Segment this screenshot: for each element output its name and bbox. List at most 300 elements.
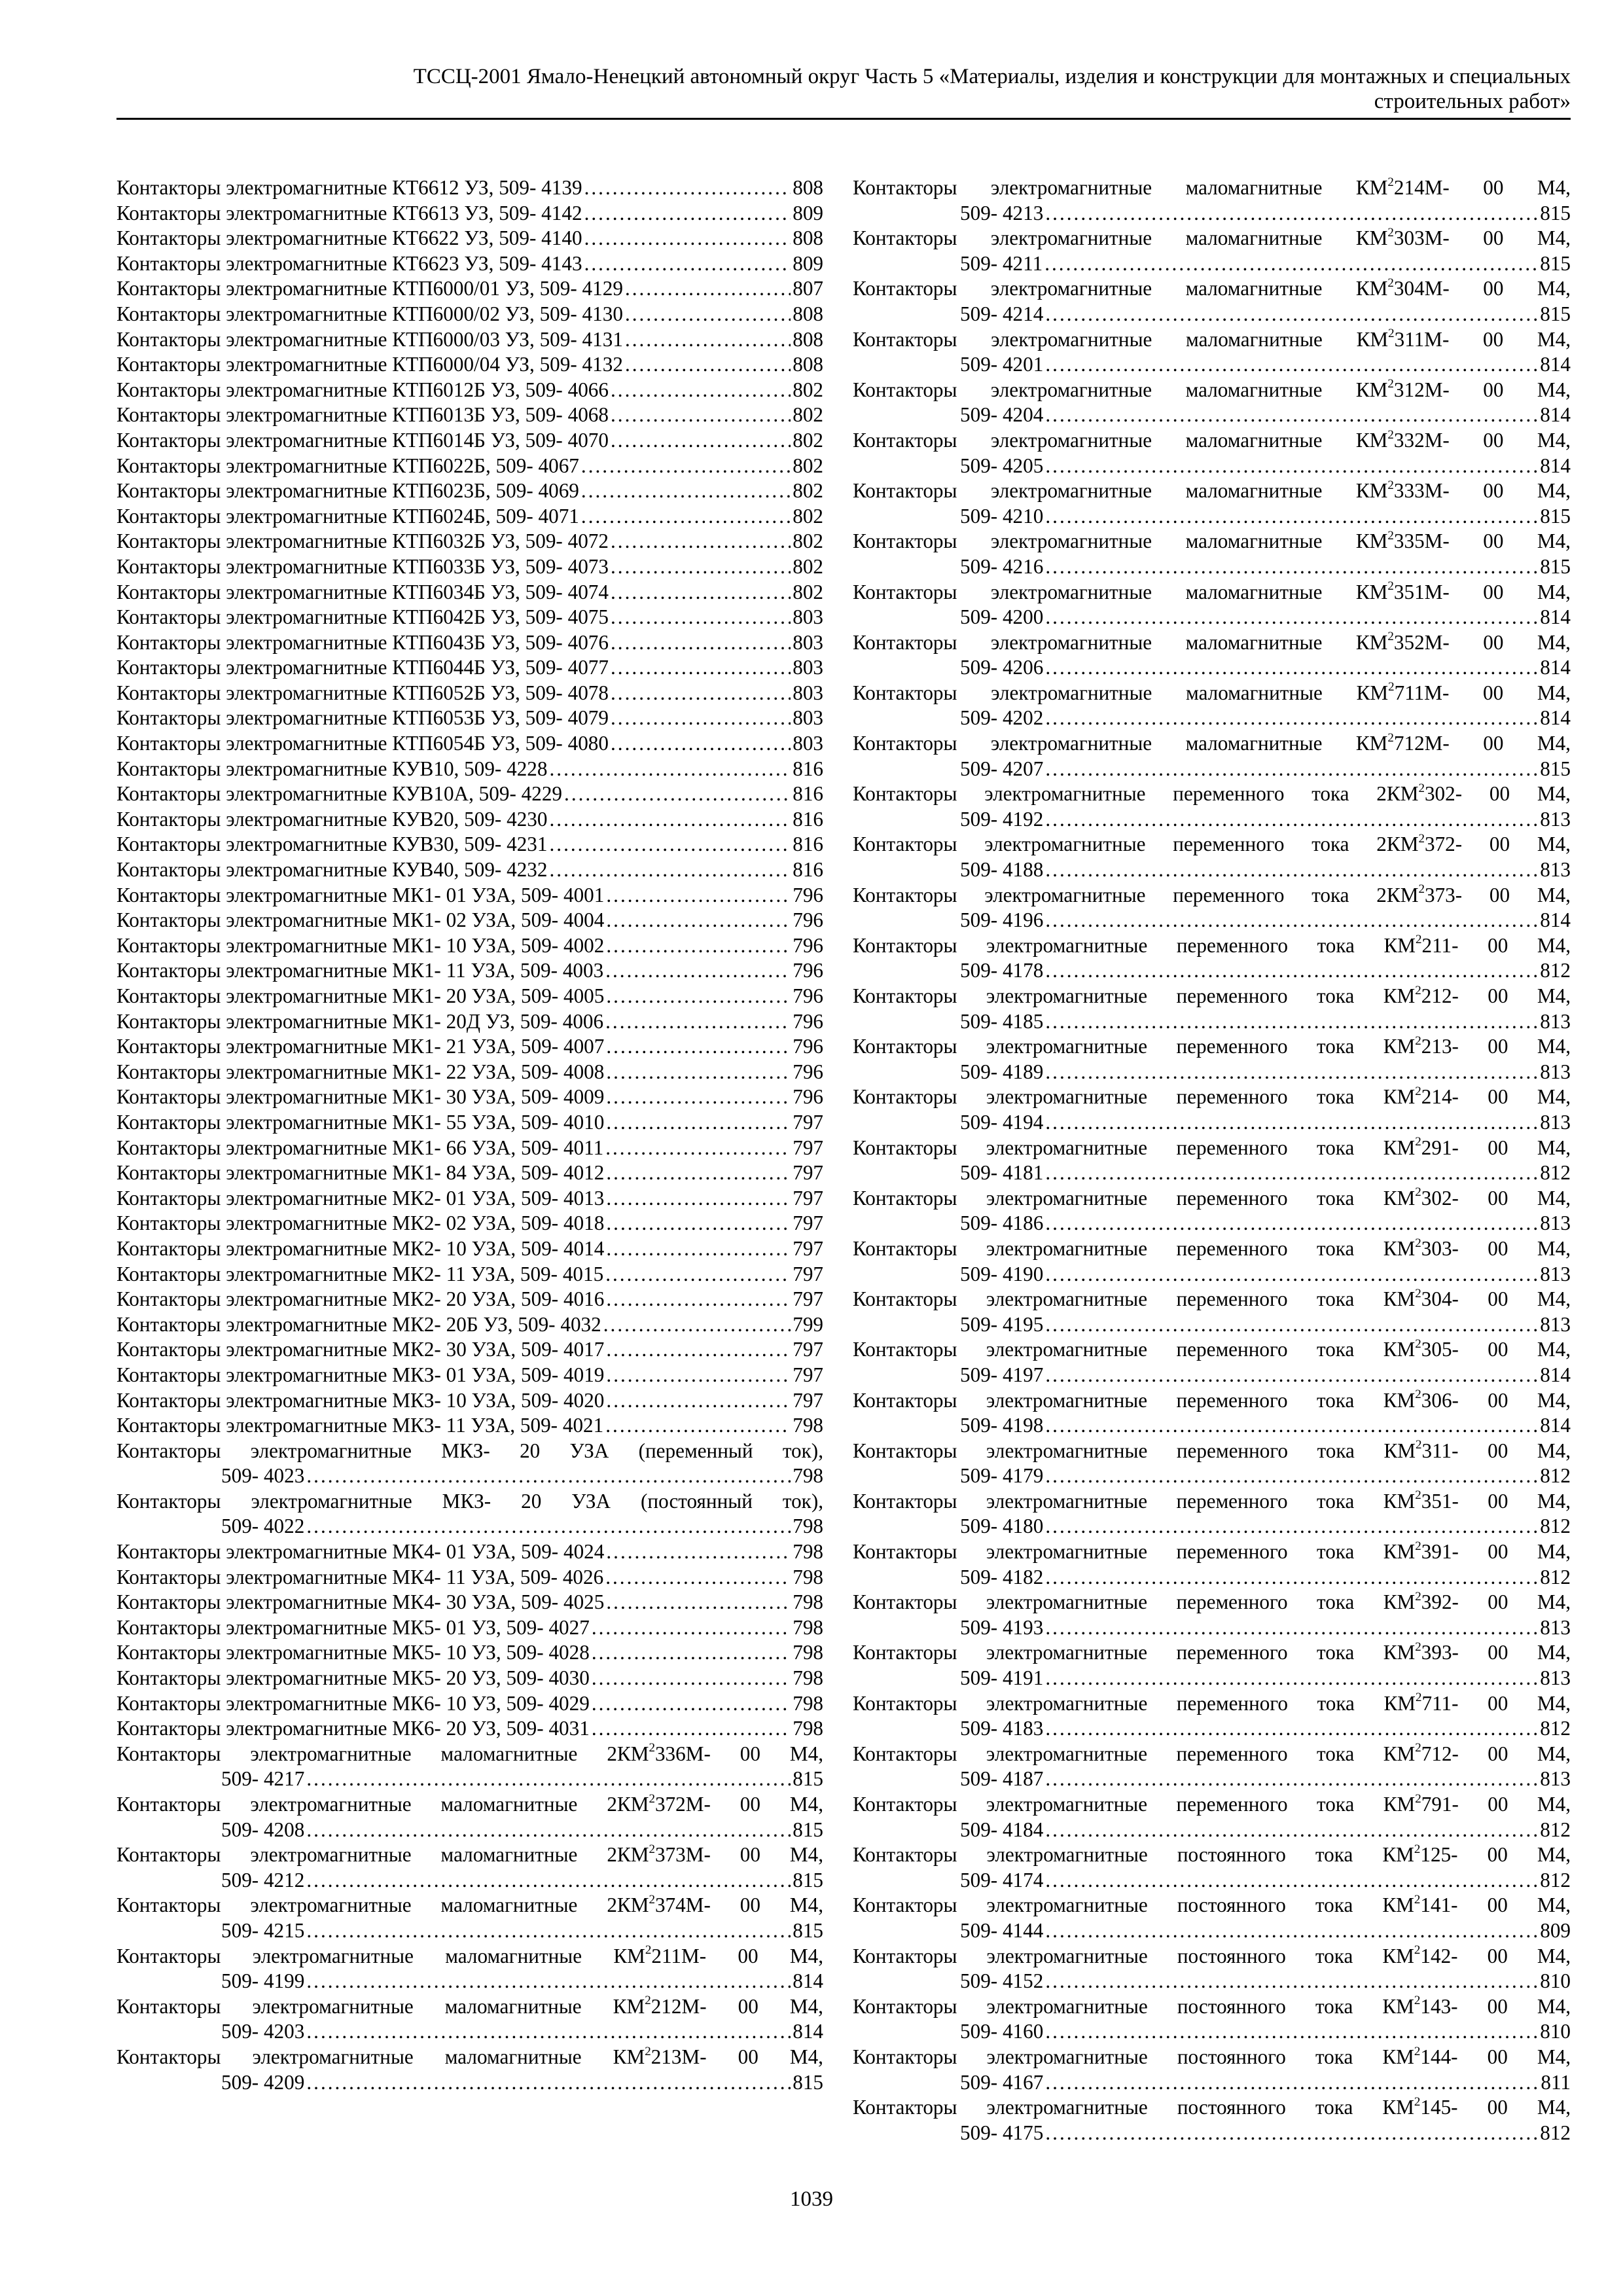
entry-code: 509- 4144	[960, 1918, 1044, 1942]
entry-text	[853, 327, 1571, 353]
entry-page: 802	[793, 428, 823, 452]
entry-text: Контакторы электромагнитные МКЗ- 01 УЗА, 509- 4019	[116, 1363, 605, 1386]
entry-text	[853, 984, 1571, 1009]
entry-text: Контакторы электромагнитные МК6- 20 УЗ, 509- 4031	[116, 1717, 590, 1740]
entry-page: 813	[1540, 1211, 1571, 1235]
entry-text	[853, 1792, 1571, 1818]
entry-line-1	[116, 1893, 823, 1918]
entry-line-2	[853, 1363, 1571, 1388]
dot-leader	[611, 655, 791, 681]
index-entry	[116, 605, 823, 630]
entry-line-1	[853, 428, 1571, 454]
dot-leader	[606, 984, 791, 1009]
index-entry	[116, 352, 823, 378]
entry-page: 812	[1540, 1868, 1571, 1892]
entry-line-2	[116, 1463, 823, 1489]
index-entry	[116, 1615, 823, 1641]
entry-text-post: 333М- 00 М4,	[1393, 479, 1571, 503]
entry-text-pre: Контакторы электромагнитные маломагнитные КМ	[853, 277, 1388, 300]
entry-code: 509- 4179	[960, 1464, 1044, 1488]
entry-line-2	[853, 1514, 1571, 1539]
entry-page: 813	[1540, 1666, 1571, 1690]
dot-leader	[606, 1211, 791, 1236]
entry-page: 813	[1540, 1110, 1571, 1134]
running-header	[116, 64, 1571, 114]
entry-page: 797	[793, 1211, 823, 1235]
dot-leader	[306, 1767, 791, 1792]
superscript: 2	[1387, 175, 1394, 189]
entry-text	[853, 1842, 1571, 1868]
entry-text: Контакторы электромагнитные КТП6000/02 УЗ, 509- 4130	[116, 302, 623, 325]
index-entry	[853, 731, 1571, 781]
dot-leader	[1045, 857, 1538, 883]
entry-line-2	[853, 1615, 1571, 1641]
index-entry	[853, 1994, 1571, 2045]
entry-page: 798	[793, 1515, 823, 1538]
entry-line-2	[853, 554, 1571, 580]
entry-line-1	[116, 1489, 823, 1515]
index-entry	[116, 1160, 823, 1186]
index-entry	[853, 1893, 1571, 1943]
entry-text-post: 311- 00 М4,	[1421, 1439, 1571, 1462]
entry-page: 810	[1540, 2020, 1571, 2043]
dot-leader	[1045, 1463, 1538, 1489]
index-entry	[116, 378, 823, 403]
index-entry	[116, 1337, 823, 1363]
entry-text-post: 212М- 00 М4,	[651, 1994, 823, 2018]
dot-leader	[581, 478, 791, 504]
dot-leader	[1045, 605, 1538, 630]
dot-leader	[549, 807, 791, 833]
entry-page: 802	[793, 378, 823, 401]
entry-line	[116, 201, 823, 226]
entry-text	[853, 681, 1571, 706]
entry-page: 799	[793, 1312, 823, 1336]
entry-page: 815	[793, 1767, 823, 1791]
entry-text-pre: Контакторы электромагнитные маломагнитные КМ	[116, 1944, 645, 1967]
entry-code: 509- 4205	[960, 454, 1044, 477]
entry-code: 509- 4210	[960, 504, 1044, 528]
dot-leader	[1045, 1818, 1538, 1843]
entry-text: Контакторы электромагнитные МК5- 01 УЗ, 509- 4027	[116, 1615, 590, 1639]
entry-page: 809	[1540, 1918, 1571, 1942]
entry-line-2	[853, 655, 1571, 681]
entry-line-1	[853, 1337, 1571, 1363]
entry-text	[853, 630, 1571, 656]
entry-page: 798	[793, 1615, 823, 1639]
index-entry	[116, 226, 823, 251]
entry-text	[853, 175, 1571, 201]
entry-page: 797	[793, 1388, 823, 1412]
index-entry	[853, 327, 1571, 378]
entry-text-post: 125- 00 М4,	[1420, 1843, 1571, 1867]
entry-page: 811	[1541, 2070, 1571, 2094]
entry-line	[116, 1287, 823, 1312]
superscript: 2	[1387, 630, 1394, 644]
entry-line-1	[853, 731, 1571, 757]
entry-page: 802	[793, 504, 823, 528]
superscript: 2	[645, 1994, 651, 2008]
entry-text-pre: Контакторы электромагнитные маломагнитные КМ	[853, 529, 1388, 553]
entry-page: 803	[793, 656, 823, 679]
entry-line-1	[853, 1388, 1571, 1414]
index-entry	[116, 655, 823, 681]
entry-page: 803	[793, 681, 823, 704]
entry-code: 509- 4023	[221, 1464, 305, 1488]
entry-page: 815	[793, 1818, 823, 1841]
index-entry	[116, 731, 823, 757]
entry-code: 509- 4160	[960, 2020, 1044, 2043]
entry-text: Контакторы электромагнитные МК1- 84 УЗА, 509- 4012	[116, 1161, 605, 1185]
entry-line-2	[116, 1969, 823, 1994]
entry-line-2	[853, 958, 1571, 984]
entry-text: Контакторы электромагнитные МК5- 10 УЗ, 509- 4028	[116, 1641, 590, 1664]
entry-text: Контакторы электромагнитные МК1- 11 УЗА, 509- 4003	[116, 959, 604, 982]
index-entry	[853, 428, 1571, 478]
entry-page: 807	[793, 277, 823, 300]
index-entry	[116, 1590, 823, 1615]
entry-page: 815	[793, 1918, 823, 1942]
entry-line	[116, 1413, 823, 1439]
index-entry	[116, 1136, 823, 1161]
entry-page: 815	[1540, 554, 1571, 578]
entry-text-post: 373- 00 М4,	[1424, 883, 1571, 906]
dot-leader	[606, 1160, 791, 1186]
entry-code: 509- 4204	[960, 403, 1044, 427]
superscript: 2	[1415, 1236, 1421, 1250]
superscript: 2	[1415, 1135, 1421, 1149]
entry-text-post: 374М- 00 М4,	[654, 1893, 823, 1917]
entry-text: Контакторы электромагнитные МК2- 11 УЗА, 509- 4015	[116, 1262, 604, 1285]
dot-leader	[306, 1868, 791, 1893]
dot-leader	[1045, 1666, 1538, 1691]
entry-line	[116, 1565, 823, 1590]
dot-leader	[1045, 958, 1538, 984]
entry-line-1	[853, 1742, 1571, 1767]
index-entry	[853, 1287, 1571, 1337]
dot-leader	[606, 1337, 791, 1363]
superscript: 2	[1415, 1488, 1421, 1503]
entry-line	[116, 1262, 823, 1287]
entry-text: Контакторы электромагнитные КТП6013Б УЗ, 509- 4068	[116, 403, 609, 427]
entry-code: 509- 4200	[960, 605, 1044, 629]
entry-line	[116, 781, 823, 807]
superscript: 2	[1414, 2095, 1421, 2109]
index-entry	[853, 1034, 1571, 1085]
entry-text-pre: Контакторы электромагнитные переменного тока 2КМ	[853, 883, 1419, 906]
entry-code: 509- 4182	[960, 1565, 1044, 1588]
superscript: 2	[1415, 1741, 1421, 1755]
superscript: 2	[1387, 427, 1394, 442]
entry-text: Контакторы электромагнитные КТ6612 УЗ, 509- 4139	[116, 176, 582, 199]
entry-page: 814	[793, 2020, 823, 2043]
entry-line-1	[853, 781, 1571, 807]
entry-line-2	[853, 807, 1571, 833]
entry-page: 797	[793, 1363, 823, 1386]
entry-page: 814	[1540, 1363, 1571, 1386]
entry-page: 814	[1540, 1414, 1571, 1437]
index-entry	[853, 1439, 1571, 1489]
entry-page: 798	[793, 1717, 823, 1740]
entry-text	[853, 1236, 1571, 1262]
index-entry	[853, 276, 1571, 327]
index-entry	[116, 1994, 823, 2045]
entry-page: 797	[793, 1110, 823, 1134]
index-entry	[116, 681, 823, 706]
entry-text: Контакторы электромагнитные МК2- 30 УЗА, 509- 4017	[116, 1338, 605, 1361]
index-entry	[116, 1489, 823, 1539]
entry-text-post: 142- 00 М4,	[1420, 1944, 1571, 1967]
superscript: 2	[1418, 832, 1425, 846]
entry-page: 808	[793, 176, 823, 199]
dot-leader	[592, 1691, 791, 1717]
index-entry	[116, 1893, 823, 1943]
entry-text: Контакторы электромагнитные КТП6014Б УЗ, 509- 4070	[116, 428, 609, 452]
entry-line	[116, 1034, 823, 1060]
entry-page: 816	[793, 833, 823, 856]
index-entry	[116, 1640, 823, 1666]
entry-line-2	[853, 1312, 1571, 1338]
entry-page: 802	[793, 454, 823, 477]
entry-text	[853, 1287, 1571, 1312]
index-column-left	[116, 175, 823, 2095]
entry-text	[853, 226, 1571, 251]
entry-code: 509- 4183	[960, 1717, 1044, 1740]
entry-page: 813	[1540, 858, 1571, 882]
entry-text: Контакторы электромагнитные МК2- 20 УЗА, 509- 4016	[116, 1287, 605, 1311]
superscript: 2	[649, 1792, 655, 1806]
entry-text: Контакторы электромагнитные КТ6613 УЗ, 509- 4142	[116, 201, 582, 224]
superscript: 2	[1387, 731, 1394, 745]
entry-text-pre: Контакторы электромагнитные переменного тока КМ	[853, 1236, 1416, 1260]
entry-page: 796	[793, 959, 823, 982]
dot-leader	[1045, 1160, 1538, 1186]
entry-page: 796	[793, 933, 823, 957]
index-entry	[116, 428, 823, 454]
index-entry	[116, 1439, 823, 1489]
superscript: 2	[1414, 1893, 1421, 1907]
entry-line-1	[853, 1439, 1571, 1464]
index-entry	[116, 883, 823, 908]
dot-leader	[584, 226, 791, 251]
index-entry	[853, 2095, 1571, 2145]
dot-leader	[1045, 454, 1538, 479]
entry-text: Контакторы электромагнитные МКЗ- 11 УЗА, 509- 4021	[116, 1414, 604, 1437]
entry-line-1	[853, 478, 1571, 504]
superscript: 2	[1415, 1034, 1421, 1048]
entry-line	[116, 1666, 823, 1691]
entry-line	[116, 504, 823, 529]
entry-text: Контакторы электромагнитные КТП6044Б УЗ, 509- 4077	[116, 656, 609, 679]
entry-code: 509- 4187	[960, 1767, 1044, 1791]
entry-text-post: 332М- 00 М4,	[1393, 428, 1571, 452]
entry-page: 803	[793, 706, 823, 730]
entry-text	[853, 1337, 1571, 1363]
index-entry	[116, 1413, 823, 1439]
dot-leader	[1045, 2121, 1538, 2146]
index-entry	[853, 1944, 1571, 1994]
index-entry	[853, 1489, 1571, 1539]
entry-text: Контакторы электромагнитные КТП6034Б УЗ, 509- 4074	[116, 580, 609, 603]
superscript: 2	[1387, 276, 1394, 290]
entry-text: Контакторы электромагнитные МК4- 01 УЗА, 509- 4024	[116, 1540, 605, 1564]
dot-leader	[611, 378, 791, 403]
index-entry	[853, 1590, 1571, 1640]
entry-line	[116, 908, 823, 933]
entry-line	[116, 1716, 823, 1742]
entry-page: 816	[793, 858, 823, 882]
dot-leader	[1045, 1615, 1538, 1641]
index-entry	[116, 2045, 823, 2095]
index-entry	[116, 958, 823, 984]
entry-page: 810	[1540, 1969, 1571, 1993]
entry-text-post: 211М- 00 М4,	[651, 1944, 823, 1967]
entry-line-1	[853, 226, 1571, 251]
entry-page: 812	[1540, 1818, 1571, 1841]
entry-page: 796	[793, 1009, 823, 1033]
header-rule	[116, 118, 1571, 120]
entry-text-pre: Контакторы электромагнитные переменного тока КМ	[853, 1035, 1416, 1058]
entry-code: 509- 4167	[960, 2070, 1044, 2094]
entry-page: 812	[1540, 1464, 1571, 1488]
entry-line-1	[853, 1489, 1571, 1515]
dot-leader	[611, 706, 791, 731]
index-entry	[116, 1792, 823, 1842]
entry-text: Контакторы электромагнитные КТ6622 УЗ, 509- 4140	[116, 226, 582, 250]
dot-leader	[1045, 1969, 1538, 1994]
entry-code: 509- 4152	[960, 1969, 1044, 1993]
entry-page: 812	[1540, 1565, 1571, 1588]
entry-line	[116, 1160, 823, 1186]
entry-line	[116, 1312, 823, 1338]
entry-text-post: 303- 00 М4,	[1421, 1236, 1571, 1260]
entry-text	[116, 2045, 823, 2070]
superscript: 2	[1414, 2044, 1421, 2058]
index-entry	[853, 832, 1571, 882]
index-entry	[116, 1060, 823, 1085]
entry-code: 509- 4185	[960, 1009, 1044, 1033]
entry-text: Контакторы электромагнитные КТП6000/03 УЗ, 509- 4131	[116, 327, 623, 351]
entry-text	[116, 1994, 823, 2020]
entry-text-post: 305- 00 М4,	[1421, 1338, 1571, 1361]
superscript: 2	[1416, 933, 1422, 947]
entry-page: 808	[793, 327, 823, 351]
entry-text	[853, 2095, 1571, 2121]
entry-text-pre: Контакторы электромагнитные постоянного тока КМ	[853, 2045, 1414, 2068]
entry-line-2	[116, 1767, 823, 1792]
entry-code: 509- 4022	[221, 1515, 305, 1538]
entry-line	[116, 276, 823, 302]
entry-code: 509- 4201	[960, 353, 1044, 376]
superscript: 2	[1415, 1590, 1421, 1604]
entry-text: Контакторы электромагнитные МКЗ- 20 УЗА (переменный ток),	[116, 1439, 823, 1462]
dot-leader	[1044, 251, 1538, 277]
dot-leader	[549, 757, 791, 782]
entry-text-post: 392- 00 М4,	[1421, 1590, 1571, 1614]
entry-text-post: 311М- 00 М4,	[1394, 327, 1571, 351]
dot-leader	[1045, 757, 1538, 782]
entry-page: 796	[793, 1060, 823, 1083]
index-entry	[853, 175, 1571, 226]
entry-page: 814	[1540, 706, 1571, 730]
entry-page: 814	[1540, 454, 1571, 477]
entry-page: 816	[793, 782, 823, 806]
index-entry	[116, 1085, 823, 1110]
superscript: 2	[649, 1842, 655, 1856]
entry-line	[116, 1539, 823, 1565]
entry-line	[116, 403, 823, 428]
dot-leader	[592, 1666, 791, 1691]
superscript: 2	[1415, 1337, 1421, 1351]
entry-code: 509- 4174	[960, 1868, 1044, 1892]
dot-leader	[1045, 1716, 1538, 1742]
dot-leader	[611, 554, 791, 580]
dot-leader	[1045, 655, 1538, 681]
entry-text: Контакторы электромагнитные МК1- 30 УЗА, 509- 4009	[116, 1085, 605, 1109]
entry-text-pre: Контакторы электромагнитные маломагнитные КМ	[853, 327, 1389, 351]
dot-leader	[306, 1918, 791, 1944]
entry-page: 808	[793, 302, 823, 325]
dot-leader	[306, 1969, 791, 1994]
entry-text	[853, 2045, 1571, 2070]
dot-leader	[1045, 1918, 1538, 1944]
entry-line-1	[853, 933, 1571, 959]
entry-page: 797	[793, 1186, 823, 1210]
entry-text	[853, 781, 1571, 807]
entry-code: 509- 4196	[960, 908, 1044, 932]
entry-line-2	[853, 1868, 1571, 1893]
entry-page: 798	[793, 1666, 823, 1690]
dot-leader	[592, 1615, 791, 1641]
entry-page: 796	[793, 1085, 823, 1109]
entry-line	[116, 1186, 823, 1211]
index-entry	[853, 2045, 1571, 2095]
entry-line-1	[853, 1944, 1571, 1969]
entry-page: 797	[793, 1287, 823, 1311]
entry-text-post: 372- 00 М4,	[1424, 833, 1571, 856]
superscript: 2	[1415, 1640, 1421, 1655]
entry-text: Контакторы электромагнитные МКЗ- 20 УЗА (постоянный ток),	[116, 1489, 823, 1513]
dot-leader	[1045, 1211, 1538, 1236]
entry-code: 509- 4214	[960, 302, 1044, 325]
index-entry	[116, 327, 823, 353]
entry-text	[853, 478, 1571, 504]
entry-line-1	[853, 832, 1571, 857]
entry-line-1	[853, 681, 1571, 706]
entry-text	[853, 883, 1571, 908]
index-entry	[116, 933, 823, 959]
entry-page: 798	[793, 1590, 823, 1614]
superscript: 2	[1415, 1792, 1421, 1806]
entry-text-post: 211- 00 М4,	[1421, 933, 1571, 957]
entry-text-pre: Контакторы электромагнитные маломагнитные КМ	[853, 479, 1388, 503]
entry-line-2	[853, 908, 1571, 933]
entry-text	[853, 1085, 1571, 1110]
entry-code: 509- 4197	[960, 1363, 1044, 1386]
entry-line	[116, 1615, 823, 1641]
entry-line-2	[853, 1767, 1571, 1792]
entry-page: 815	[793, 1868, 823, 1892]
index-entry	[116, 984, 823, 1009]
entry-text: Контакторы электромагнитные МК4- 30 УЗА, 509- 4025	[116, 1590, 605, 1614]
entry-line-1	[116, 1439, 823, 1464]
superscript: 2	[1414, 1842, 1421, 1856]
entry-text-pre: Контакторы электромагнитные постоянного тока КМ	[853, 2096, 1414, 2119]
superscript: 2	[645, 2044, 651, 2058]
entry-text	[853, 1893, 1571, 1918]
entry-line-2	[853, 1160, 1571, 1186]
dot-leader	[611, 403, 791, 428]
